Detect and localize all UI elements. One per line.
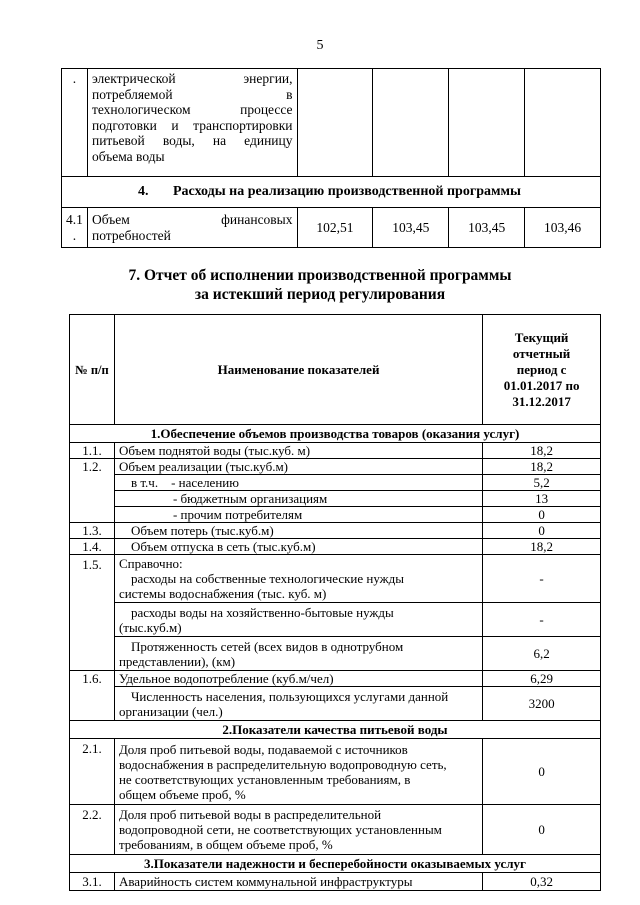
row-number: 3.1. [70,873,115,891]
table-row [70,687,601,721]
header-name: Наименование показателей [114,315,482,425]
value-cell [373,69,449,177]
indicator-name: Удельное водопотребление (куб.м/чел) [114,671,482,687]
value-cell: 0 [483,523,601,539]
section-2-header: 2.Показатели качества питьевой воды [70,721,601,739]
section-3-header: 3.Показатели надежности и бесперебойности оказываемых услуг [70,855,601,873]
value-cell: 102,51 [297,208,373,248]
row-number: 4.1 . [62,208,88,248]
row-number: 1.6. [70,671,115,721]
value-cell: 0,32 [483,873,601,891]
indicator-name: Объем реализации (тыс.куб.м) [114,459,482,475]
indicator-name: Численность населения, пользующихся услугами данной организации (чел.) [114,687,482,721]
value-cell: 18,2 [483,539,601,555]
value-cell: 0 [483,805,601,855]
table-row [70,475,601,491]
table-row [62,69,601,177]
value-cell: 18,2 [483,443,601,459]
report-table [69,314,601,891]
indicator-name: Справочно: расходы на собственные технологические нужды системы водоснабжения (тыс. куб. м) [114,555,482,603]
table-row [70,539,601,555]
indicator-name: Доля проб питьевой воды, подаваемой с источников водоснабжения в распределительную водопроводную сеть, не соответствующих установленным требованиям, в общем объеме проб, % [114,739,482,805]
continued-table [61,68,601,248]
value-cell: - [483,555,601,603]
section-header-row [70,721,601,739]
header-period: Текущий отчетный период с 01.01.2017 по 31.12.2017 [483,315,601,425]
value-cell: - [483,603,601,637]
table-row [70,491,601,507]
indicator-name: Объем поднятой воды (тыс.куб. м) [114,443,482,459]
indicator-name: Объем финансовых потребностей [87,208,297,248]
table-row [62,208,601,248]
value-cell: 6,2 [483,637,601,671]
indicator-name: электрической энергии, потребляемой в технологическом процессе подготовки и транспортировки питьевой воды, на единицу объема воды [87,69,297,177]
indicator-name: - бюджетным организациям [114,491,482,507]
section-4-header: 4. Расходы на реализацию производственной программы [62,177,601,208]
table-row [70,555,601,603]
table-row [70,507,601,523]
indicator-name: в т.ч. - населению [114,475,482,491]
value-cell: 13 [483,491,601,507]
indicator-name: Объем потерь (тыс.куб.м) [114,523,482,539]
row-number: 2.2. [70,805,115,855]
section-header-row [70,425,601,443]
table-row [70,523,601,539]
indicator-name: Протяженность сетей (всех видов в однотрубном представлении), (км) [114,637,482,671]
value-cell: 0 [483,739,601,805]
value-cell: 3200 [483,687,601,721]
row-number: 1.2. [70,459,115,523]
value-cell [525,69,601,177]
value-cell [449,69,525,177]
value-cell: 18,2 [483,459,601,475]
indicator-name: Доля проб питьевой воды в распределительной водопроводной сети, не соответствующих установленным требованиям, в общем объеме проб, % [114,805,482,855]
row-number: 1.4. [70,539,115,555]
indicator-name: расходы воды на хозяйственно-бытовые нужды (тыс.куб.м) [114,603,482,637]
section-header-row [70,855,601,873]
value-cell: 103,45 [373,208,449,248]
table-row [70,805,601,855]
section-header-row [62,177,601,208]
row-number: 1.1. [70,443,115,459]
table-row [70,459,601,475]
table-row [70,603,601,637]
row-number: 1.3. [70,523,115,539]
table-row [70,637,601,671]
row-number: 1.5. [70,555,115,671]
value-cell: 6,29 [483,671,601,687]
table-row [70,873,601,891]
table-row [70,443,601,459]
value-cell: 0 [483,507,601,523]
header-num: № п/п [70,315,115,425]
indicator-name: - прочим потребителям [114,507,482,523]
value-cell: 103,45 [449,208,525,248]
value-cell [297,69,373,177]
row-number: . [62,69,88,177]
section-title: 7. Отчет об исполнении производственной программы за истекший период регулирования [128,267,512,303]
page-number: 5 [316,38,324,53]
table-row [70,671,601,687]
header-row [70,315,601,425]
value-cell: 5,2 [483,475,601,491]
indicator-name: Объем отпуска в сеть (тыс.куб.м) [114,539,482,555]
row-number: 2.1. [70,739,115,805]
table-row [70,739,601,805]
indicator-name: Аварийность систем коммунальной инфраструктуры [114,873,482,891]
section-1-header: 1.Обеспечение объемов производства товаров (оказания услуг) [70,425,601,443]
value-cell: 103,46 [525,208,601,248]
